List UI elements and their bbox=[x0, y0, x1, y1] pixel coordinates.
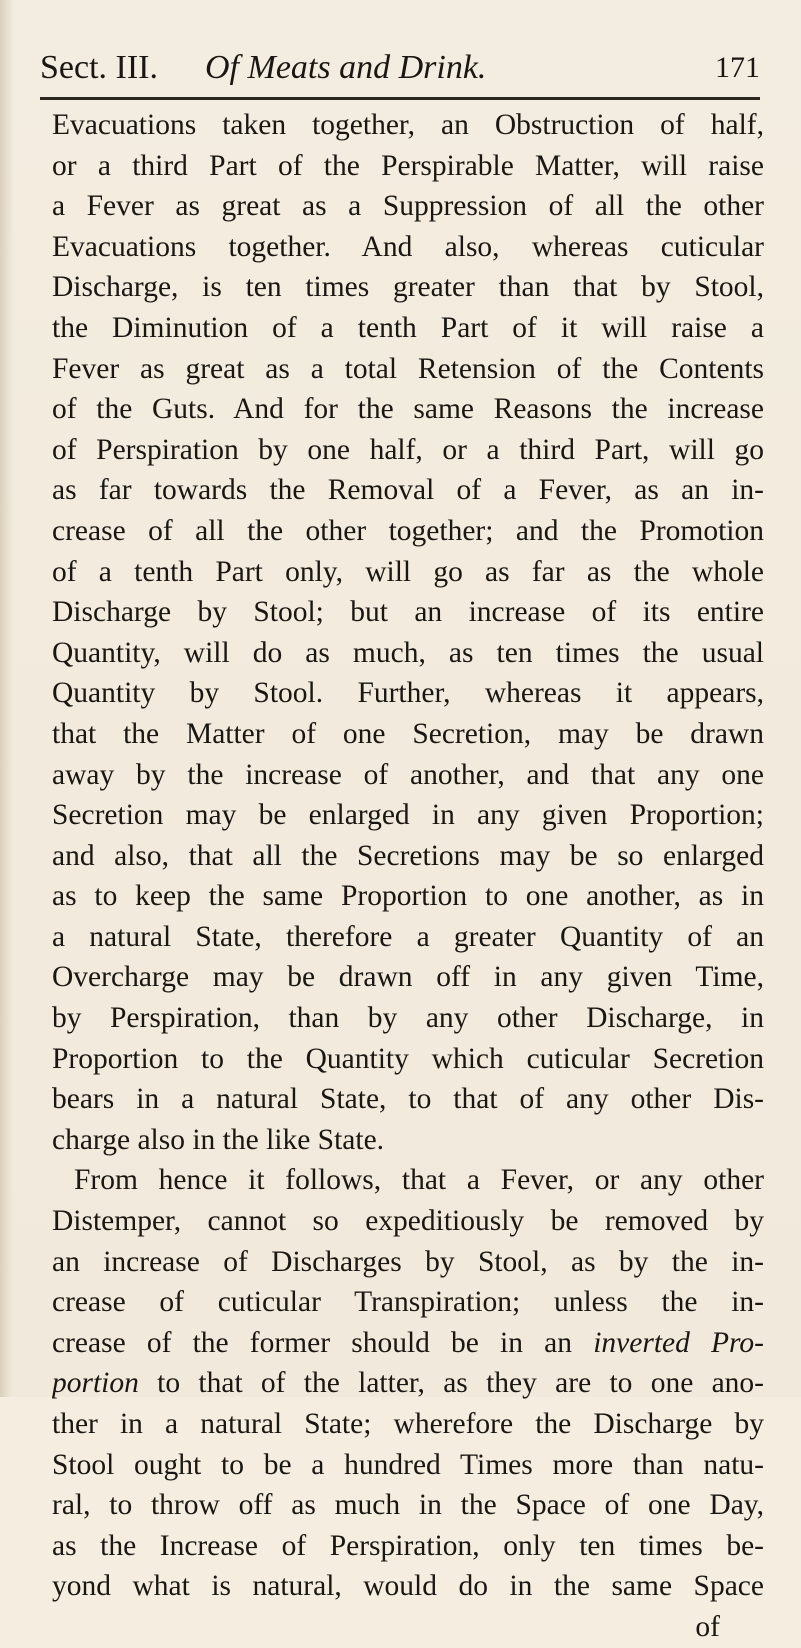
text-segment: crease of the former should be in an bbox=[52, 1326, 573, 1359]
text-line: of Perspiration by one half, or a third Part, will go bbox=[52, 433, 764, 466]
text-line: the Diminution of a tenth Part of it will raise a bbox=[52, 311, 764, 344]
text-line: Distemper, cannot so expeditiously be removed by bbox=[52, 1205, 764, 1238]
page-gutter bbox=[0, 0, 14, 1397]
text-line bbox=[52, 1363, 764, 1404]
text-line: Stool ought to be a hundred Times more than natu- bbox=[52, 1448, 764, 1481]
text-line: by Perspiration, than by any other Discharge, in bbox=[52, 1002, 764, 1035]
text-line bbox=[52, 1323, 764, 1364]
text-line: Overcharge may be drawn off in any given Time, bbox=[52, 961, 764, 994]
page-number: 171 bbox=[715, 51, 760, 84]
text-line: yond what is natural, would do in the same Space bbox=[52, 1570, 764, 1603]
text-line: Evacuations together. And also, whereas cuticular bbox=[52, 230, 764, 263]
text-line: as far towards the Removal of a Fever, as an in- bbox=[52, 474, 764, 507]
body-text bbox=[52, 105, 764, 1648]
text-line: or a third Part of the Perspirable Matter, will raise bbox=[52, 149, 764, 182]
running-header bbox=[40, 40, 760, 96]
italic-phrase: inverted Pro- bbox=[593, 1326, 764, 1359]
text-line: of the Guts. And for the same Reasons the increase bbox=[52, 393, 764, 426]
text-segment: to that of the latter, as they are to one ano- bbox=[157, 1367, 764, 1400]
section-label: Sect. III. bbox=[40, 49, 159, 86]
text-line: bears in a natural State, to that of any other Dis- bbox=[52, 1083, 764, 1116]
text-line: and also, that all the Secretions may be so enlarged bbox=[52, 839, 764, 872]
running-title: Of Meats and Drink. bbox=[205, 49, 487, 86]
text-line: Discharge by Stool; but an increase of its entire bbox=[52, 596, 764, 629]
text-line: ther in a natural State; wherefore the Discharge by bbox=[52, 1408, 764, 1440]
text-line: crease of cuticular Transpiration; unless the in- bbox=[52, 1286, 764, 1319]
text-line: as to keep the same Proportion to one another, as in bbox=[52, 880, 764, 913]
header-rule bbox=[40, 97, 760, 100]
paragraph-start-line: From hence it follows, that a Fever, or any other bbox=[74, 1164, 764, 1197]
text-line: of a tenth Part only, will go as far as the whole bbox=[52, 555, 764, 588]
text-line: Discharge, is ten times greater than that by Stool, bbox=[52, 271, 764, 304]
catchword: of bbox=[695, 1610, 720, 1643]
text-line: Evacuations taken together, an Obstruction of half, bbox=[52, 109, 764, 141]
text-line: an increase of Discharges by Stool, as by the in- bbox=[52, 1245, 764, 1278]
text-line: Fever as great as a total Retension of the Contents bbox=[52, 352, 764, 385]
text-line: a natural State, therefore a greater Quantity of an bbox=[52, 920, 764, 953]
text-line: a Fever as great as a Suppression of all the other bbox=[52, 190, 764, 223]
text-line: ral, to throw off as much in the Space of one Day, bbox=[52, 1489, 764, 1522]
italic-phrase: portion bbox=[52, 1367, 139, 1400]
text-line: that the Matter of one Secretion, may be drawn bbox=[52, 717, 764, 750]
text-line: as the Increase of Perspiration, only ten times be- bbox=[52, 1529, 764, 1562]
text-line: Quantity by Stool. Further, whereas it appears, bbox=[52, 677, 764, 710]
text-line: away by the increase of another, and that any one bbox=[52, 758, 764, 791]
text-line: Proportion to the Quantity which cuticular Secretion bbox=[52, 1042, 764, 1075]
text-line: Quantity, will do as much, as ten times the usual bbox=[52, 636, 764, 669]
text-line: crease of all the other together; and the Promotion bbox=[52, 514, 764, 547]
text-line: Secretion may be enlarged in any given Proportion; bbox=[52, 799, 764, 832]
text-line: charge also in the like State. bbox=[52, 1123, 385, 1156]
